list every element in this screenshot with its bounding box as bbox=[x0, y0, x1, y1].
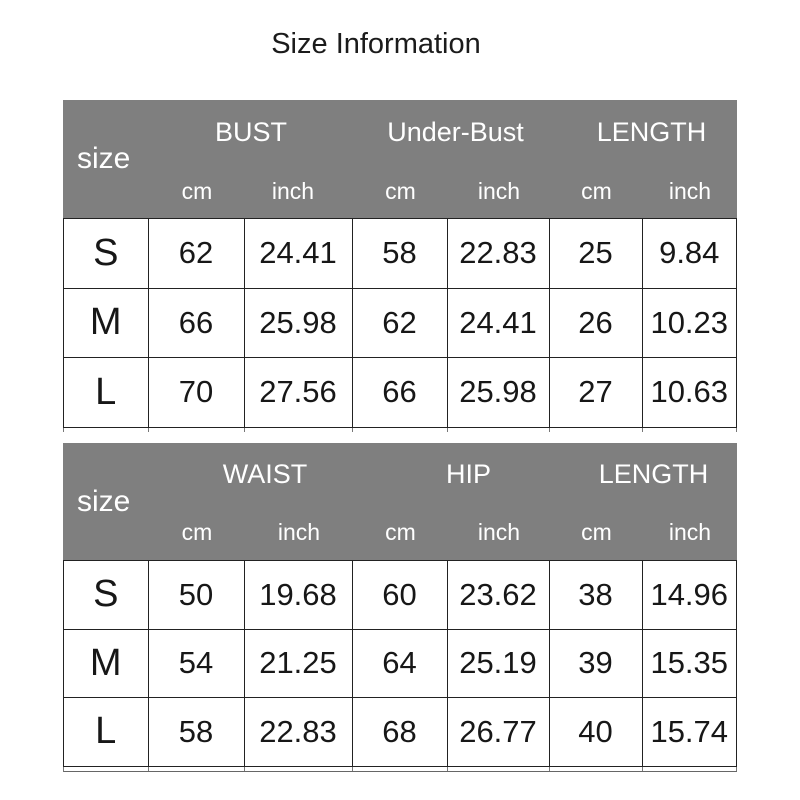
size-cell: M bbox=[64, 289, 149, 359]
value-cell: 26.77 bbox=[448, 698, 550, 767]
size-cell: L bbox=[64, 698, 149, 767]
value-cell: 15.74 bbox=[643, 698, 738, 767]
value-cell: 70 bbox=[149, 358, 245, 428]
table-waist-header bbox=[63, 443, 737, 560]
header-unit-inch-2: inch bbox=[477, 177, 521, 204]
value-cell: 25 bbox=[550, 219, 643, 289]
value-cell: 40 bbox=[550, 698, 643, 767]
header-unit-inch-1: inch bbox=[271, 177, 315, 204]
table-row-s bbox=[64, 561, 737, 630]
header-unit-inch-2: inch bbox=[477, 519, 521, 545]
header-unit-inch-1: inch bbox=[277, 519, 321, 545]
header-group-length: LENGTH bbox=[596, 116, 707, 147]
value-cell: 39 bbox=[550, 630, 643, 699]
header-unit-cm-2: cm bbox=[385, 177, 416, 204]
size-cell: S bbox=[64, 219, 149, 289]
value-cell: 23.62 bbox=[448, 561, 550, 630]
value-cell: 62 bbox=[149, 219, 245, 289]
value-cell: 24.41 bbox=[245, 219, 353, 289]
header-unit-cm-1: cm bbox=[181, 177, 213, 204]
value-cell: 38 bbox=[550, 561, 643, 630]
header-unit-inch-3: inch bbox=[668, 519, 712, 545]
header-unit-inch-3: inch bbox=[668, 177, 712, 204]
value-cell: 27 bbox=[550, 358, 643, 428]
size-table-waist bbox=[63, 443, 737, 772]
value-cell: 27.56 bbox=[245, 358, 353, 428]
value-cell: 68 bbox=[353, 698, 448, 767]
table-row-s bbox=[64, 219, 737, 289]
clipped-gridline-stubs bbox=[63, 428, 737, 432]
value-cell: 26 bbox=[550, 289, 643, 359]
header-group-bust: BUST bbox=[214, 116, 287, 147]
size-cell: L bbox=[64, 358, 149, 428]
value-cell: 58 bbox=[353, 219, 448, 289]
value-cell: 66 bbox=[149, 289, 245, 359]
table-row-l bbox=[64, 358, 737, 428]
value-cell: 22.83 bbox=[448, 219, 550, 289]
value-cell: 58 bbox=[149, 698, 245, 767]
value-cell: 64 bbox=[353, 630, 448, 699]
value-cell: 10.23 bbox=[643, 289, 738, 359]
value-cell: 25.98 bbox=[245, 289, 353, 359]
table-bust-header bbox=[63, 100, 737, 218]
value-cell: 19.68 bbox=[245, 561, 353, 630]
header-size-label: size bbox=[77, 484, 131, 518]
page-title: Size Information bbox=[271, 28, 481, 60]
value-cell: 25.19 bbox=[448, 630, 550, 699]
value-cell: 14.96 bbox=[643, 561, 738, 630]
table-bust-body bbox=[63, 218, 737, 428]
header-group-length: LENGTH bbox=[598, 458, 709, 489]
value-cell: 15.35 bbox=[643, 630, 738, 699]
table-row-l bbox=[64, 698, 737, 767]
value-cell: 24.41 bbox=[448, 289, 550, 359]
size-table-bust bbox=[63, 100, 737, 432]
value-cell: 54 bbox=[149, 630, 245, 699]
header-unit-cm-3: cm bbox=[581, 177, 612, 204]
value-cell: 25.98 bbox=[448, 358, 550, 428]
size-cell: M bbox=[64, 630, 149, 699]
value-cell: 60 bbox=[353, 561, 448, 630]
value-cell: 62 bbox=[353, 289, 448, 359]
value-cell: 66 bbox=[353, 358, 448, 428]
header-unit-cm-1: cm bbox=[181, 519, 213, 545]
size-cell: S bbox=[64, 561, 149, 630]
value-cell: 9.84 bbox=[643, 219, 738, 289]
header-group-under-bust: Under-Bust bbox=[387, 116, 524, 147]
value-cell: 21.25 bbox=[245, 630, 353, 699]
table-waist-body bbox=[63, 560, 737, 767]
value-cell: 10.63 bbox=[643, 358, 738, 428]
header-unit-cm-2: cm bbox=[385, 519, 416, 545]
clipped-row-remnant bbox=[63, 767, 737, 772]
table-row-m bbox=[64, 630, 737, 699]
header-unit-cm-3: cm bbox=[581, 519, 612, 545]
value-cell: 22.83 bbox=[245, 698, 353, 767]
header-group-waist: WAIST bbox=[222, 458, 308, 489]
header-size-label: size bbox=[77, 142, 131, 175]
value-cell: 50 bbox=[149, 561, 245, 630]
header-group-hip: HIP bbox=[445, 458, 491, 489]
table-row-m bbox=[64, 289, 737, 359]
